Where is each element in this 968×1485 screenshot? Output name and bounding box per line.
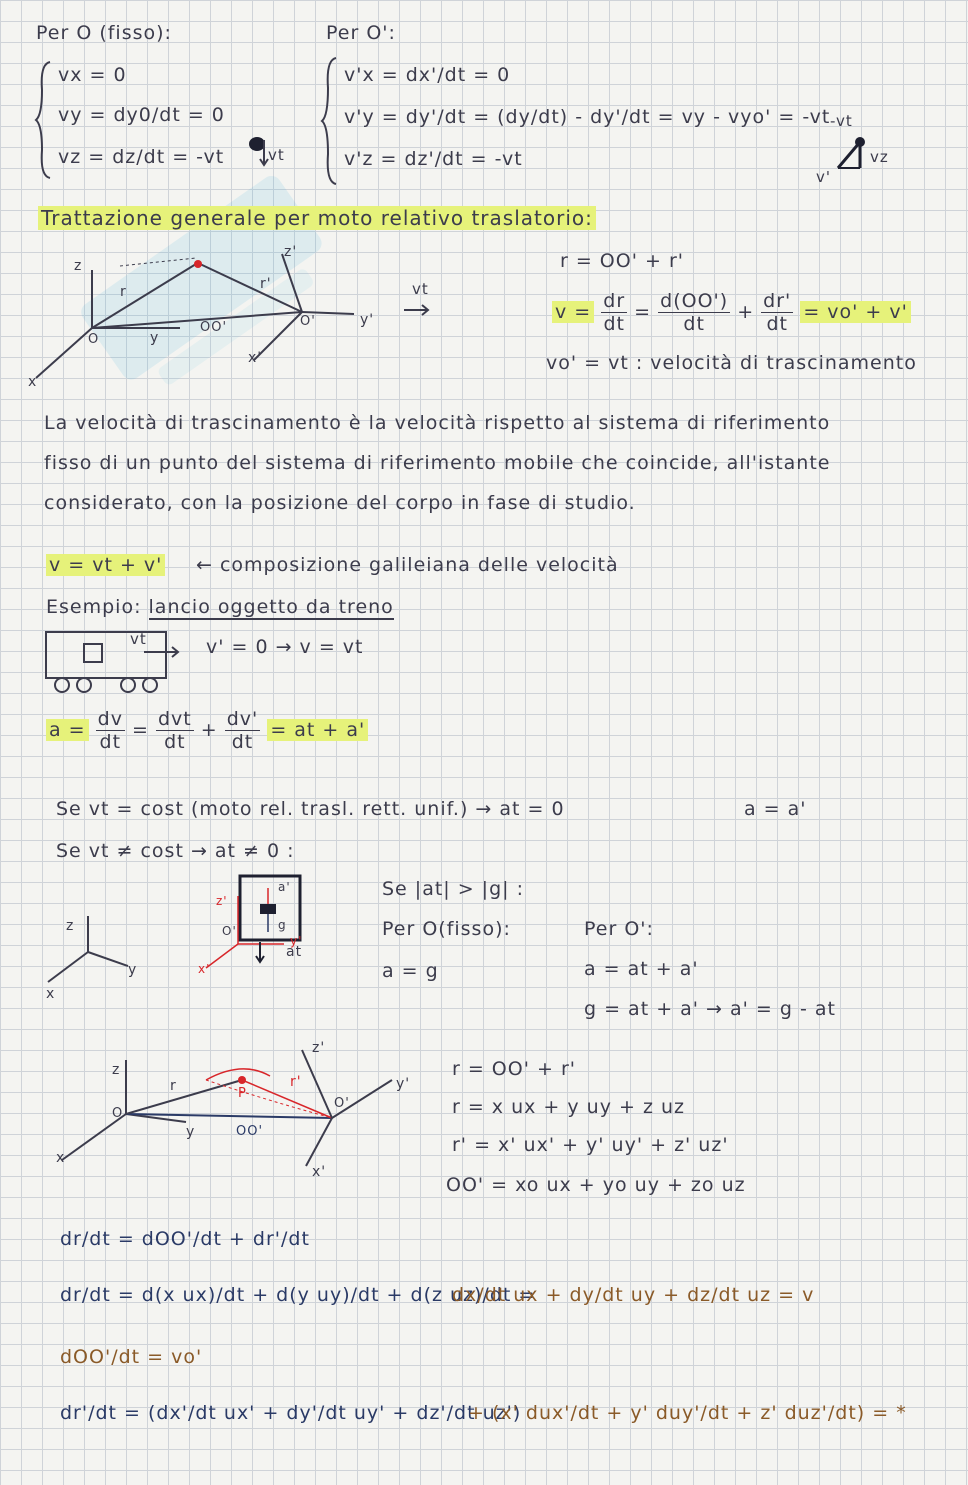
axis-x: x — [28, 374, 38, 390]
left-brace — [34, 60, 54, 180]
right-brace — [320, 56, 340, 186]
pos-axis-z-prime: z' — [312, 1040, 326, 1056]
galileo-note: ← composizione galileiana delle velocità — [196, 554, 619, 576]
train-vt-label: vt — [130, 630, 147, 648]
eq-position: r = OO' + r' — [560, 250, 684, 272]
elev-g: g — [278, 918, 287, 932]
paragraph-line-3: considerato, con la posizione del corpo in fase di studio. — [44, 492, 636, 514]
pos-vector-r-prime: r' — [290, 1074, 302, 1090]
elev-at: at — [286, 944, 303, 960]
case-variable: Se vt ≠ cost → at ≠ 0 : — [56, 840, 295, 862]
elev-a-prime: a' — [278, 880, 291, 894]
elev-origin-o-prime: O' — [222, 924, 237, 938]
pos-point-p: P — [238, 1086, 247, 1101]
vz-label: vz — [870, 148, 889, 166]
frac-dvt-dt: $\frac{\text{dvt}}{dt}$ — [157, 708, 192, 753]
axis-y-prime: y' — [360, 312, 375, 328]
eq-velocity: v = $\frac{dr}{dt}$ = $\frac{d(OO')}{dt}$ + $\frac{dr'}{dt}$ = vo' + v' — [552, 290, 911, 335]
vector-oo-label: OO' — [200, 320, 228, 335]
deriv-eq-2-brown: dx/dt ux + dy/dt uy + dz/dt uz = v — [452, 1284, 815, 1306]
eq-vo-def: vo' = vt : velocità di trascinamento — [546, 352, 917, 374]
fixed-eq-vx: vx = 0 — [58, 64, 127, 86]
case-constant: Se vt = cost (moto rel. trasl. rett. unif.) → at = 0 — [56, 798, 565, 820]
pos-axis-y-prime: y' — [396, 1076, 411, 1092]
pos-axis-z: z — [112, 1062, 121, 1078]
pos-axis-y: y — [186, 1124, 196, 1140]
fixed-axes-diagram — [40, 910, 160, 1000]
pos-eq-3: r' = x' ux' + y' uy' + z' uz' — [452, 1134, 729, 1156]
axis-z: z — [74, 258, 83, 274]
pos-axis-x: x — [56, 1150, 66, 1166]
elev-axis-z: z — [66, 918, 75, 934]
pos-eq-1: r = OO' + r' — [452, 1058, 576, 1080]
elev-mobile-eq2: g = at + a' → a' = g - at — [584, 998, 836, 1020]
galileo-formula: v = vt + v' — [46, 554, 165, 576]
pos-origin-o-prime: O' — [334, 1096, 350, 1111]
v-prime-label: v' — [816, 168, 832, 186]
pos-vector-r: r — [170, 1078, 177, 1094]
vt-arrow-label: vt — [412, 280, 429, 298]
frac-dv-dt: $\frac{dv}{dt}$ — [97, 708, 123, 753]
pos-origin-o: O — [112, 1106, 124, 1121]
eq-velocity-rhs: = vo' + v' — [800, 301, 911, 323]
deriv-eq-1: dr/dt = dOO'/dt + dr'/dt — [60, 1228, 310, 1250]
fixed-frame-title: Per O (fisso): — [36, 22, 172, 44]
elev-mobile-title: Per O': — [584, 918, 654, 940]
example-equation: v' = 0 → v = vt — [206, 636, 364, 658]
mobile-eq-vx: v'x = dx'/dt = 0 — [344, 64, 511, 86]
elev-fixed-eq: a = g — [382, 960, 439, 982]
origin-o: O — [88, 332, 100, 347]
deriv-eq-2-blue: dr/dt = d(x ux)/dt + d(y uy)/dt + d(z uz)/dt = — [60, 1284, 536, 1306]
axis-x-prime: x' — [248, 350, 263, 366]
fixed-eq-vz: vz = dz/dt = -vt — [58, 146, 225, 168]
frac-dr-dt: $\frac{dr}{dt}$ — [603, 290, 626, 335]
elev-axis-z-prime: z' — [216, 894, 228, 908]
axis-y: y — [150, 330, 160, 346]
deriv-eq-4-brown: + (x' dux'/dt + y' duy'/dt + z' duz'/dt) = * — [468, 1402, 907, 1424]
elev-axis-x: x — [46, 986, 56, 1002]
train-icon — [44, 630, 184, 694]
example-title — [46, 596, 394, 618]
minus-vt-label: -vt — [830, 112, 853, 130]
vt-label: vt — [268, 146, 285, 164]
elev-axis-y: y — [128, 962, 138, 978]
pos-eq-2: r = x ux + y uy + z uz — [452, 1096, 685, 1118]
paragraph-line-1: La velocità di trascinamento è la velocità rispetto al sistema di riferimento — [44, 412, 831, 434]
eq-acceleration: a = $\frac{dv}{dt}$ = $\frac{\text{dvt}}{dt}$ + $\frac{dv'}{dt}$ = at + a' — [46, 708, 368, 753]
eq-acc-rhs: = at + a' — [267, 719, 368, 741]
elev-fixed-title: Per O(fisso): — [382, 918, 511, 940]
frac-doo-dt: $\frac{d(OO')}{dt}$ — [660, 290, 729, 335]
mobile-frame-title: Per O': — [326, 22, 396, 44]
elev-condition: Se |at| > |g| : — [382, 878, 524, 900]
fixed-eq-vy: vy = dy0/dt = 0 — [58, 104, 225, 126]
elev-mobile-eq1: a = at + a' — [584, 958, 699, 980]
elev-axis-y-prime: y' — [290, 934, 303, 948]
eq-acc-lhs: a = — [46, 719, 89, 741]
pos-vector-oo: OO' — [236, 1124, 264, 1139]
pos-axis-x-prime: x' — [312, 1164, 327, 1180]
origin-o-prime: O' — [300, 314, 316, 329]
elevator-diagram — [198, 870, 318, 980]
paragraph-line-2: fisso di un punto del sistema di riferimento mobile che coincide, all'istante — [44, 452, 831, 474]
relative-motion-diagram — [30, 240, 450, 390]
eq-velocity-lhs: v = — [552, 301, 594, 323]
section-title: Trattazione generale per moto relativo traslatorio: — [38, 206, 596, 230]
frac-dvp-dt: $\frac{dv'}{dt}$ — [226, 708, 259, 753]
frac-drp-dt: $\frac{dr'}{dt}$ — [763, 290, 792, 335]
mobile-eq-vz: v'z = dz'/dt = -vt — [344, 148, 523, 170]
case-constant-result: a = a' — [744, 798, 807, 820]
axis-z-prime: z' — [284, 244, 298, 260]
elev-axis-x-prime: x' — [198, 962, 211, 976]
vector-r-prime-label: r' — [260, 276, 272, 292]
example-prefix: Esempio: — [46, 596, 142, 618]
deriv-eq-3: dOO'/dt = vo' — [60, 1346, 203, 1368]
pos-eq-4: OO' = xo ux + yo uy + zo uz — [446, 1174, 746, 1196]
vector-r-label: r — [120, 284, 127, 300]
deriv-eq-4-blue: dr'/dt = (dx'/dt ux' + dy'/dt uy' + dz'/dt uz') — [60, 1402, 522, 1424]
example-subject: lancio oggetto da treno — [148, 596, 394, 618]
mobile-eq-vy: v'y = dy'/dt = (dy/dt) - dy'/dt = vy - vyo' = -vt — [344, 106, 831, 128]
